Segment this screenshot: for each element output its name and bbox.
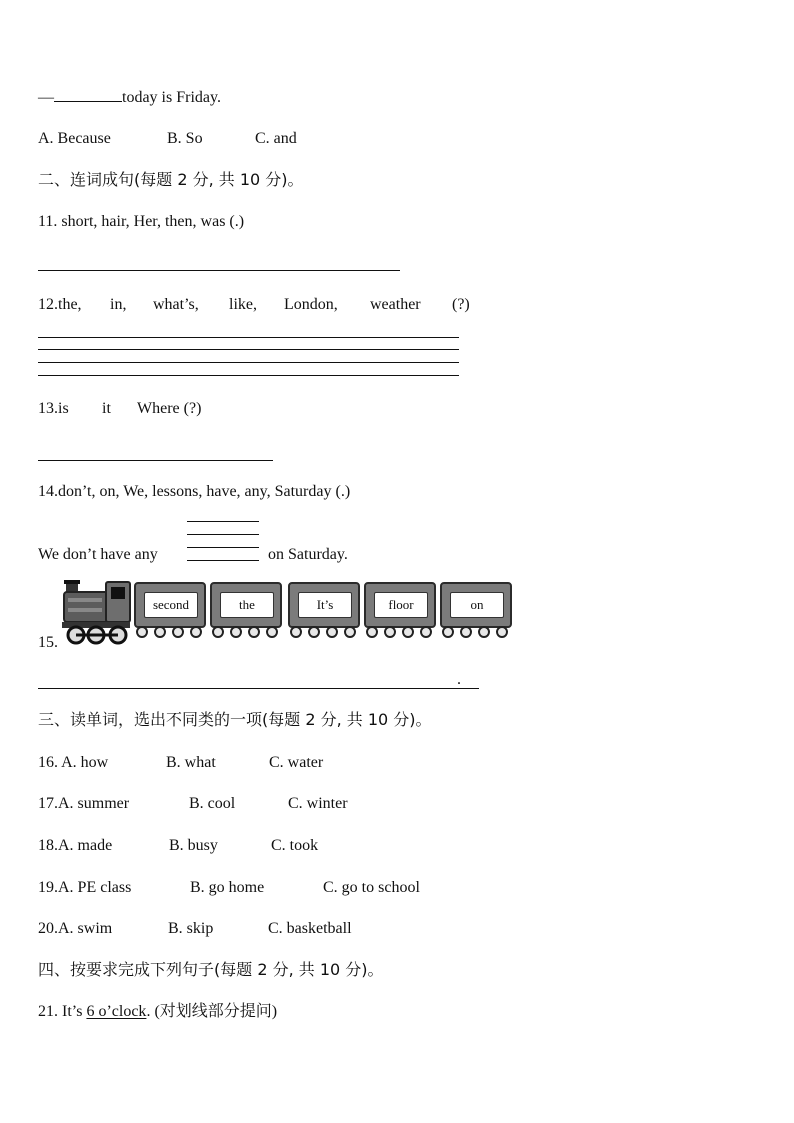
q18-option-c[interactable]: C. took: [271, 837, 319, 854]
q10-option-b[interactable]: B. So: [167, 130, 203, 147]
q14-sentence-start: We don’t have any: [38, 546, 158, 563]
train-car: [210, 582, 282, 628]
q10-line: [38, 87, 221, 108]
q14-prompt: 14.don’t, on, We, lessons, have, any, Saturday (.): [38, 483, 351, 500]
q13-word: 13.is: [38, 400, 69, 417]
q12-word: weather: [370, 296, 421, 313]
q12-word: 12.the,: [38, 296, 82, 313]
q21-underlined: 6 o’clock: [86, 1003, 147, 1020]
q14-answer-stack[interactable]: [187, 521, 259, 573]
q20-option-c[interactable]: C. basketball: [268, 920, 352, 937]
q11-answer-line[interactable]: [38, 270, 400, 271]
q19-option-b[interactable]: B. go home: [190, 879, 265, 896]
q20-option-b[interactable]: B. skip: [168, 920, 214, 937]
q10-option-a[interactable]: A. Because: [38, 130, 111, 147]
train-car: [288, 582, 360, 628]
q12-answer-line[interactable]: [38, 337, 459, 338]
q15-label: 15.: [38, 634, 58, 651]
q21-end: . (对划线部分提问): [146, 1003, 278, 1020]
train-car: [364, 582, 436, 628]
q17-option-b[interactable]: B. cool: [189, 795, 236, 812]
q20-option-a[interactable]: 20.A. swim: [38, 920, 113, 937]
q12-answer-line[interactable]: [38, 349, 459, 350]
q12-word: what’s,: [153, 296, 199, 313]
q12-word: like,: [229, 296, 257, 313]
train-engine-icon: [62, 578, 132, 648]
q11-prompt: 11. short, hair, Her, then, was (.): [38, 213, 245, 230]
q13-answer-line[interactable]: [38, 460, 273, 461]
q13-word: Where (?): [137, 400, 202, 417]
q16-option-b[interactable]: B. what: [166, 754, 216, 771]
q21-prompt: [38, 1002, 277, 1022]
train-word-card: on: [450, 592, 504, 618]
q12-answer-line[interactable]: [38, 362, 459, 363]
q21-start: 21. It’s: [38, 1003, 87, 1020]
q15-answer-line[interactable]: [38, 688, 479, 689]
train-word-card: second: [144, 592, 198, 618]
q14-sentence-end: on Saturday.: [268, 546, 348, 563]
q13-word: it: [102, 400, 111, 417]
section4-heading: 四、按要求完成下列句子(每题 2 分, 共 10 分)。: [38, 960, 384, 979]
train-word-card: It’s: [298, 592, 352, 618]
section3-heading: 三、读单词，选出不同类的一项(每题 2 分, 共 10 分)。: [38, 710, 432, 729]
q18-option-b[interactable]: B. busy: [169, 837, 218, 854]
train-car: [440, 582, 512, 628]
q10-dash: —: [38, 89, 54, 106]
q15-period: .: [457, 671, 461, 688]
q17-option-a[interactable]: 17.A. summer: [38, 795, 130, 812]
q10-text: today is Friday.: [122, 89, 221, 106]
q12-word: London,: [284, 296, 338, 313]
train-word-card: the: [220, 592, 274, 618]
q12-word: in,: [110, 296, 127, 313]
q12-answer-line[interactable]: [38, 375, 459, 376]
q17-option-c[interactable]: C. winter: [288, 795, 348, 812]
word-train: [62, 578, 522, 648]
q19-option-c[interactable]: C. go to school: [323, 879, 420, 896]
q19-option-a[interactable]: 19.A. PE class: [38, 879, 132, 896]
train-car: [134, 582, 206, 628]
q10-blank[interactable]: [54, 87, 122, 102]
q16-option-c[interactable]: C. water: [269, 754, 324, 771]
q12-word: (?): [452, 296, 470, 313]
section2-heading: 二、连词成句(每题 2 分, 共 10 分)。: [38, 170, 304, 189]
q18-option-a[interactable]: 18.A. made: [38, 837, 113, 854]
q16-option-a[interactable]: 16. A. how: [38, 754, 109, 771]
train-word-card: floor: [374, 592, 428, 618]
q10-option-c[interactable]: C. and: [255, 130, 297, 147]
